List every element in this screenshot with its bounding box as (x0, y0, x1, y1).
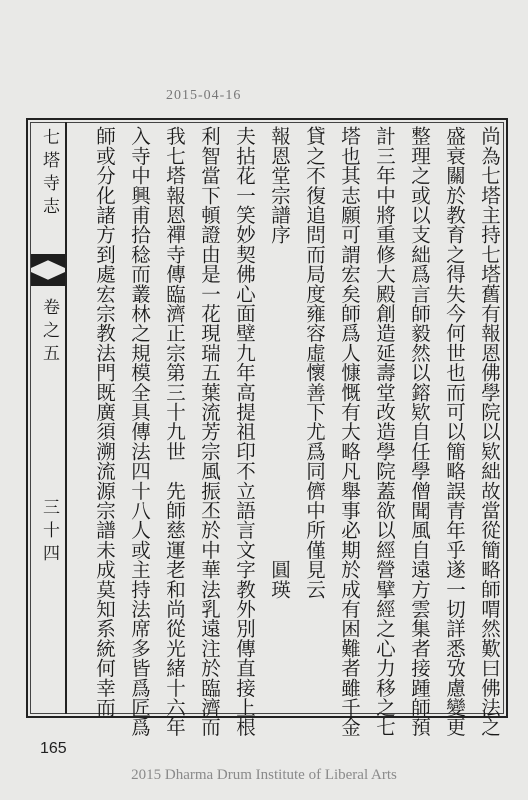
text-column-10: 我七塔報恩禪寺傳臨濟正宗第三十九世 先師慈運老和尚從光緒十六年 (163, 126, 186, 737)
volume-label: 卷之五 (39, 298, 59, 367)
text-column-11: 入寺中興甫拾稔而叢林之規模全具傳法四十八人或主持法席多皆爲匠爲 (128, 126, 151, 737)
text-column-4: 計三年中將重修大殿創造延壽堂改造學院蓋欲以經營擘經之心力移之七 (373, 126, 396, 737)
footer-credit: 2015 Dharma Drum Institute of Liberal Arts (131, 767, 397, 783)
text-column-1: 尚為七塔主持七塔舊有報恩佛學院以欵絀故當從簡略師喟然歎曰佛法之 (478, 126, 501, 737)
section-heading: 報恩堂宗譜序 圓瑛 (268, 126, 291, 599)
text-column-9: 利智當下頓證由是一花現瑞五葉流芳宗風振丕於中華法乳遠注於臨濟而 (198, 126, 221, 737)
book-title: 七塔寺志 (39, 128, 59, 220)
text-column-2: 盛衰關於教育之得失今何世也而可以簡略誤青年乎遂一切詳悉攷慮變更 (443, 126, 466, 737)
date-stamp: 2015-04-16 (166, 88, 242, 103)
text-column-6: 貸之不復追問而局度雍容虛懷善下尤爲同儕中所僅見云 (303, 126, 326, 599)
page-number: 165 (40, 740, 67, 757)
text-column-12: 師或分化諸方到處宏宗教法門既廣須溯流源宗譜未成莫知系統何幸而 (93, 126, 116, 717)
text-body (72, 126, 501, 737)
folio-number: 三十四 (39, 498, 59, 567)
text-column-3: 整理之或以支絀爲言師毅然以鎔欵自任學僧聞風自遠方雲集者接踵師預 (408, 126, 431, 737)
text-column-8: 夫拈花一笑妙契佛心面壁九年高提祖印不立語言文字教外別傳直接上根 (233, 126, 256, 737)
text-column-5: 塔也其志願可謂宏矣師爲人慷慨有大略凡舉事必期於成有困難者雖千金 (338, 126, 361, 737)
